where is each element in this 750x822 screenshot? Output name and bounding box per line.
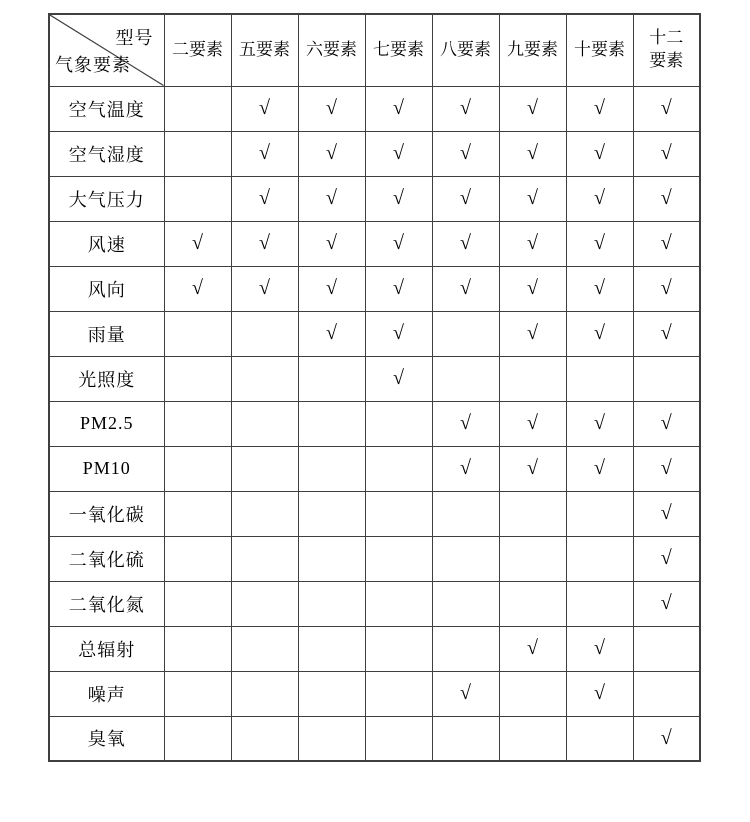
check-cell-checked: √ <box>633 311 700 356</box>
check-cell-empty <box>164 176 231 221</box>
check-cell-empty <box>499 581 566 626</box>
check-cell-checked: √ <box>633 131 700 176</box>
table-row <box>49 311 700 356</box>
row-label: 风向 <box>49 266 164 311</box>
check-cell-empty <box>566 491 633 536</box>
check-cell-empty <box>365 446 432 491</box>
check-cell-checked: √ <box>499 221 566 266</box>
check-cell-empty <box>633 626 700 671</box>
check-cell-checked: √ <box>432 446 499 491</box>
check-cell-checked: √ <box>298 266 365 311</box>
check-cell-empty <box>298 581 365 626</box>
column-header: 五要素 <box>231 14 298 86</box>
check-cell-empty <box>231 446 298 491</box>
check-cell-empty <box>298 536 365 581</box>
column-header: 二要素 <box>164 14 231 86</box>
check-cell-empty <box>566 581 633 626</box>
check-cell-checked: √ <box>365 131 432 176</box>
table-row <box>49 176 700 221</box>
check-cell-empty <box>566 356 633 401</box>
row-label: PM10 <box>49 446 164 491</box>
check-cell-empty <box>566 716 633 761</box>
check-cell-empty <box>231 671 298 716</box>
check-cell-empty <box>432 716 499 761</box>
row-label: 总辐射 <box>49 626 164 671</box>
check-cell-checked: √ <box>499 86 566 131</box>
check-cell-checked: √ <box>633 401 700 446</box>
check-cell-checked: √ <box>566 221 633 266</box>
check-cell-checked: √ <box>499 626 566 671</box>
check-cell-checked: √ <box>633 446 700 491</box>
check-cell-empty <box>365 671 432 716</box>
row-label: 光照度 <box>49 356 164 401</box>
check-cell-checked: √ <box>499 311 566 356</box>
table-body <box>49 86 700 761</box>
check-cell-empty <box>231 716 298 761</box>
check-cell-empty <box>499 536 566 581</box>
row-label: 二氧化硫 <box>49 536 164 581</box>
column-header: 十二 要素 <box>633 14 700 86</box>
check-cell-checked: √ <box>298 221 365 266</box>
check-cell-checked: √ <box>164 221 231 266</box>
check-cell-checked: √ <box>633 491 700 536</box>
check-cell-checked: √ <box>633 221 700 266</box>
row-label: 空气温度 <box>49 86 164 131</box>
check-cell-empty <box>164 671 231 716</box>
check-cell-checked: √ <box>566 671 633 716</box>
check-cell-checked: √ <box>365 311 432 356</box>
check-cell-checked: √ <box>231 266 298 311</box>
check-cell-empty <box>432 491 499 536</box>
check-cell-checked: √ <box>432 401 499 446</box>
check-cell-empty <box>164 356 231 401</box>
check-cell-empty <box>164 311 231 356</box>
check-cell-checked: √ <box>432 266 499 311</box>
check-cell-checked: √ <box>432 221 499 266</box>
check-cell-empty <box>365 716 432 761</box>
corner-label-elements: 气象要素 <box>55 54 131 75</box>
check-cell-checked: √ <box>231 176 298 221</box>
check-cell-checked: √ <box>566 131 633 176</box>
row-label: 噪声 <box>49 671 164 716</box>
check-cell-checked: √ <box>298 311 365 356</box>
check-cell-checked: √ <box>566 401 633 446</box>
check-cell-empty <box>432 626 499 671</box>
table-row <box>49 536 700 581</box>
check-cell-empty <box>499 716 566 761</box>
check-cell-empty <box>298 401 365 446</box>
check-cell-empty <box>499 356 566 401</box>
check-cell-checked: √ <box>633 266 700 311</box>
column-header: 七要素 <box>365 14 432 86</box>
check-cell-checked: √ <box>566 266 633 311</box>
corner-label-model: 型号 <box>115 28 154 48</box>
row-label: PM2.5 <box>49 401 164 446</box>
column-header: 八要素 <box>432 14 499 86</box>
check-cell-checked: √ <box>633 176 700 221</box>
check-cell-empty <box>499 671 566 716</box>
check-cell-checked: √ <box>566 176 633 221</box>
check-cell-empty <box>633 356 700 401</box>
check-cell-empty <box>231 626 298 671</box>
check-cell-empty <box>164 86 231 131</box>
table-row <box>49 581 700 626</box>
table-row <box>49 446 700 491</box>
check-cell-checked: √ <box>499 401 566 446</box>
check-cell-empty <box>432 311 499 356</box>
table-row <box>49 671 700 716</box>
check-cell-checked: √ <box>298 131 365 176</box>
check-cell-empty <box>365 491 432 536</box>
check-cell-empty <box>231 536 298 581</box>
table-row <box>49 131 700 176</box>
row-label: 空气湿度 <box>49 131 164 176</box>
check-cell-empty <box>432 356 499 401</box>
check-cell-checked: √ <box>566 626 633 671</box>
check-cell-empty <box>164 446 231 491</box>
header-row <box>49 14 700 86</box>
check-cell-empty <box>298 626 365 671</box>
check-cell-checked: √ <box>231 86 298 131</box>
check-cell-empty <box>231 356 298 401</box>
check-cell-empty <box>298 671 365 716</box>
check-cell-empty <box>231 491 298 536</box>
check-cell-empty <box>164 716 231 761</box>
check-cell-checked: √ <box>499 176 566 221</box>
check-cell-checked: √ <box>432 86 499 131</box>
check-cell-empty <box>365 401 432 446</box>
table-row <box>49 491 700 536</box>
check-cell-checked: √ <box>365 221 432 266</box>
check-cell-checked: √ <box>633 581 700 626</box>
row-label: 二氧化氮 <box>49 581 164 626</box>
weather-station-spec-table <box>48 13 701 762</box>
check-cell-empty <box>164 581 231 626</box>
check-cell-empty <box>298 491 365 536</box>
table-row <box>49 716 700 761</box>
check-cell-checked: √ <box>566 86 633 131</box>
column-header: 九要素 <box>499 14 566 86</box>
row-label: 雨量 <box>49 311 164 356</box>
check-cell-empty <box>231 581 298 626</box>
check-cell-empty <box>432 536 499 581</box>
check-cell-checked: √ <box>164 266 231 311</box>
check-cell-empty <box>499 491 566 536</box>
column-header: 六要素 <box>298 14 365 86</box>
check-cell-empty <box>633 671 700 716</box>
check-cell-empty <box>365 626 432 671</box>
check-cell-empty <box>298 446 365 491</box>
table-row <box>49 401 700 446</box>
table-row <box>49 86 700 131</box>
row-label: 臭氧 <box>49 716 164 761</box>
check-cell-checked: √ <box>231 131 298 176</box>
check-cell-empty <box>164 401 231 446</box>
column-header: 十要素 <box>566 14 633 86</box>
check-cell-empty <box>365 581 432 626</box>
table-row <box>49 356 700 401</box>
check-cell-checked: √ <box>499 446 566 491</box>
check-cell-checked: √ <box>633 716 700 761</box>
check-cell-checked: √ <box>365 86 432 131</box>
row-label: 一氧化碳 <box>49 491 164 536</box>
check-cell-empty <box>164 626 231 671</box>
check-cell-checked: √ <box>298 86 365 131</box>
check-cell-checked: √ <box>298 176 365 221</box>
check-cell-checked: √ <box>432 176 499 221</box>
check-cell-empty <box>164 131 231 176</box>
check-cell-checked: √ <box>566 311 633 356</box>
check-cell-checked: √ <box>365 176 432 221</box>
check-cell-empty <box>164 491 231 536</box>
check-cell-empty <box>432 581 499 626</box>
corner-cell <box>49 14 164 86</box>
check-cell-empty <box>566 536 633 581</box>
check-cell-checked: √ <box>365 356 432 401</box>
check-cell-checked: √ <box>231 221 298 266</box>
table-row <box>49 221 700 266</box>
check-cell-empty <box>365 536 432 581</box>
table-row <box>49 266 700 311</box>
check-cell-empty <box>298 356 365 401</box>
check-cell-checked: √ <box>633 536 700 581</box>
check-cell-empty <box>231 401 298 446</box>
row-label: 风速 <box>49 221 164 266</box>
check-cell-checked: √ <box>499 131 566 176</box>
table-row <box>49 626 700 671</box>
check-cell-checked: √ <box>432 131 499 176</box>
check-cell-checked: √ <box>432 671 499 716</box>
check-cell-checked: √ <box>633 86 700 131</box>
row-label: 大气压力 <box>49 176 164 221</box>
check-cell-checked: √ <box>499 266 566 311</box>
check-cell-checked: √ <box>365 266 432 311</box>
check-cell-empty <box>298 716 365 761</box>
check-cell-empty <box>164 536 231 581</box>
check-cell-empty <box>231 311 298 356</box>
check-cell-checked: √ <box>566 446 633 491</box>
